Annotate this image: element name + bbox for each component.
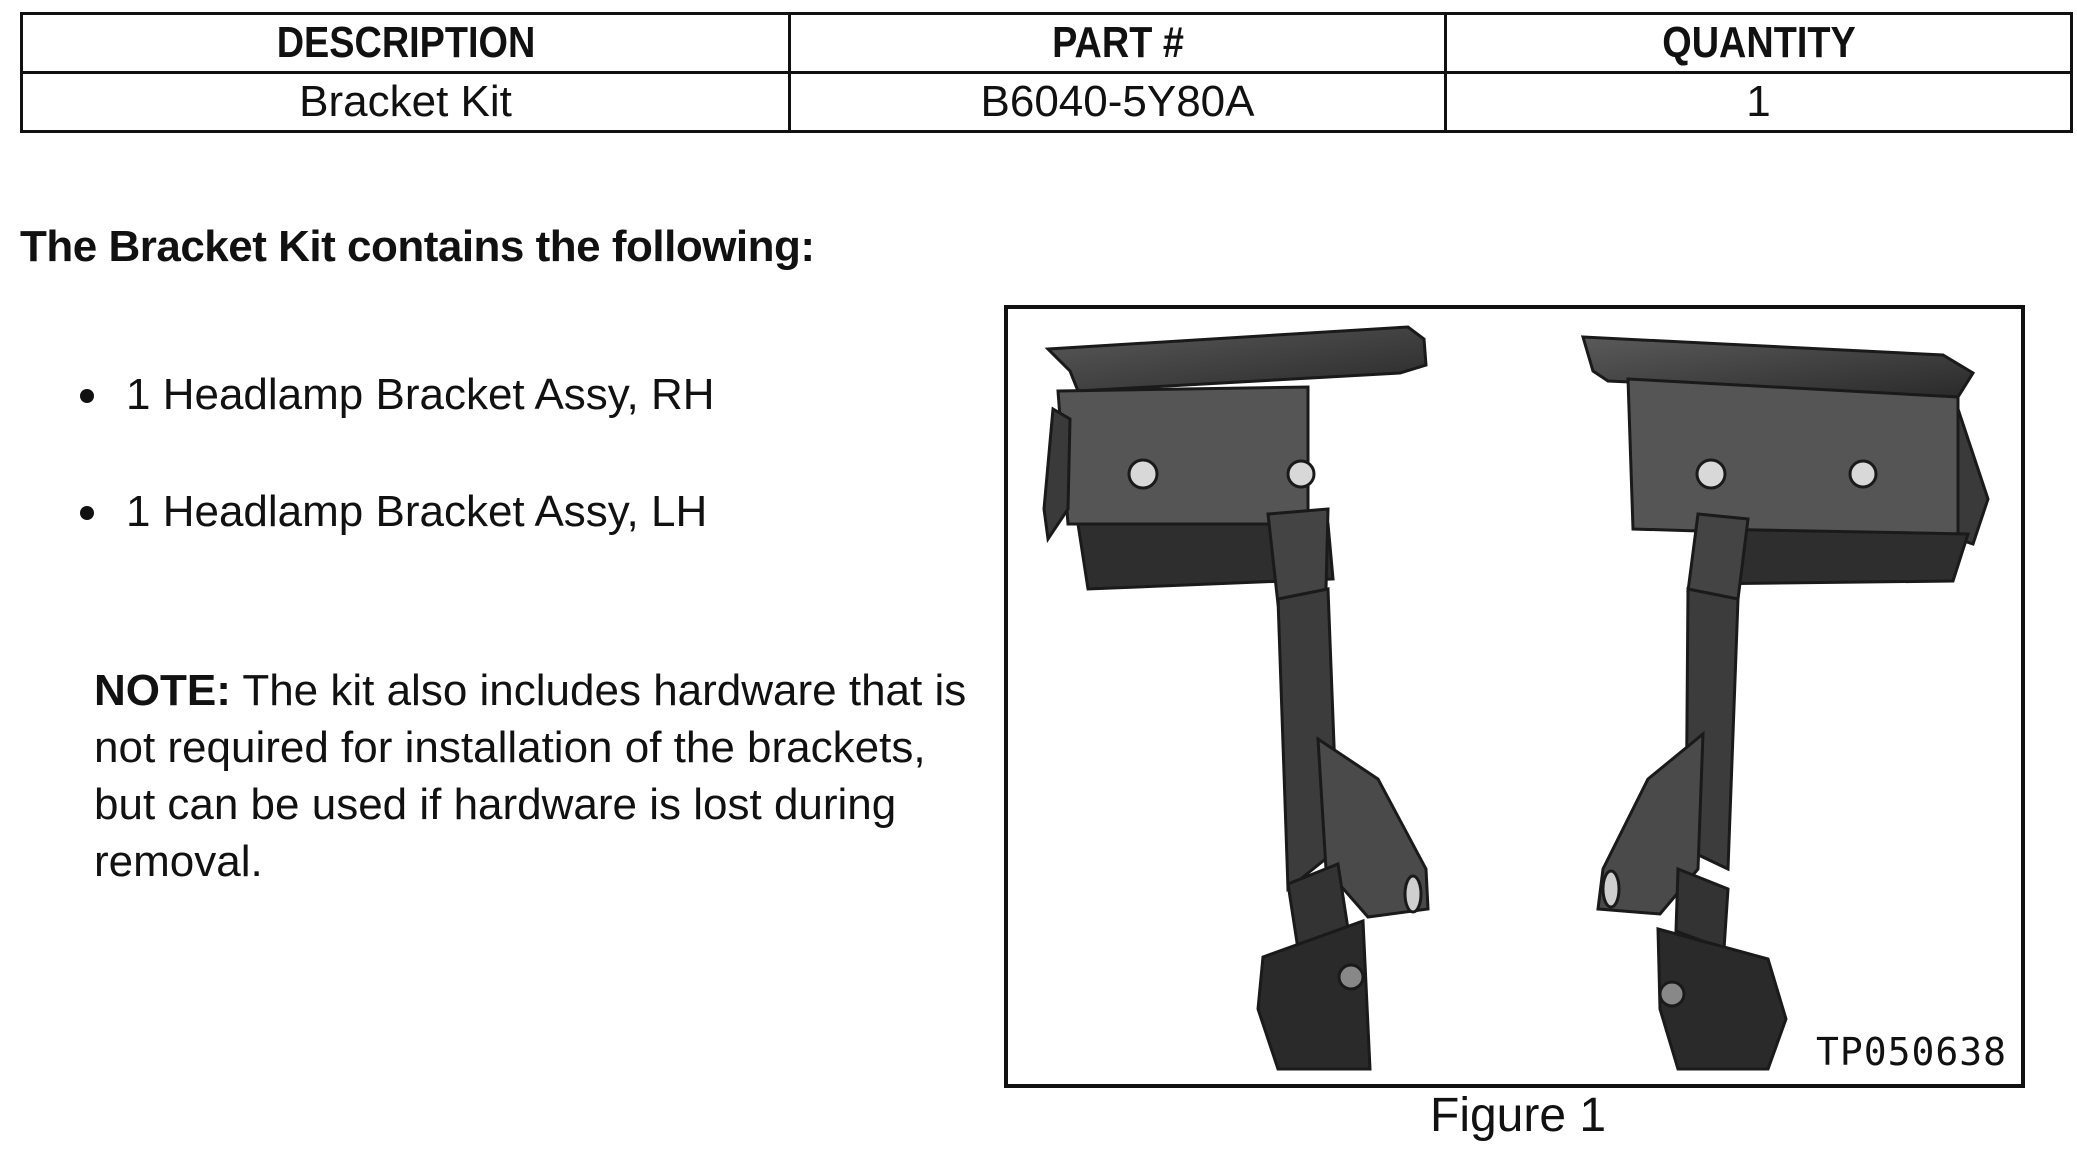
header-part-number: PART # [835,14,1399,73]
cell-quantity: 1 [1446,73,2072,132]
lh-bracket-shape [1583,337,1988,1069]
figure-caption: Figure 1 [1430,1089,1607,1142]
list-item [80,368,715,422]
bullet-icon [80,389,94,403]
cell-description: Bracket Kit [22,73,790,132]
note-text: The kit also includes hardware that is not required for installation of the brackets, but can be used if hardware is lost during removal. [94,666,967,886]
header-quantity: QUANTITY [1489,14,2027,73]
bullet-icon [80,506,94,520]
rh-bracket-shape [1044,327,1428,1069]
table-header-row [22,14,2072,73]
cell-part-number: B6040-5Y80A [790,73,1446,132]
figure-code: TP050638 [1815,1030,2007,1074]
parts-table [20,12,2073,133]
kit-contents-list [80,368,715,602]
note-paragraph [94,662,974,890]
table-row [22,73,2072,132]
list-item-text: 1 Headlamp Bracket Assy, LH [126,487,708,536]
header-description: DESCRIPTION [75,14,735,73]
figure-image [1004,305,2025,1088]
bracket-illustration [1008,309,2021,1084]
contents-heading: The Bracket Kit contains the following: [20,222,815,271]
list-item-text: 1 Headlamp Bracket Assy, RH [126,370,715,419]
note-label: NOTE: [94,666,231,715]
list-item [80,485,715,539]
